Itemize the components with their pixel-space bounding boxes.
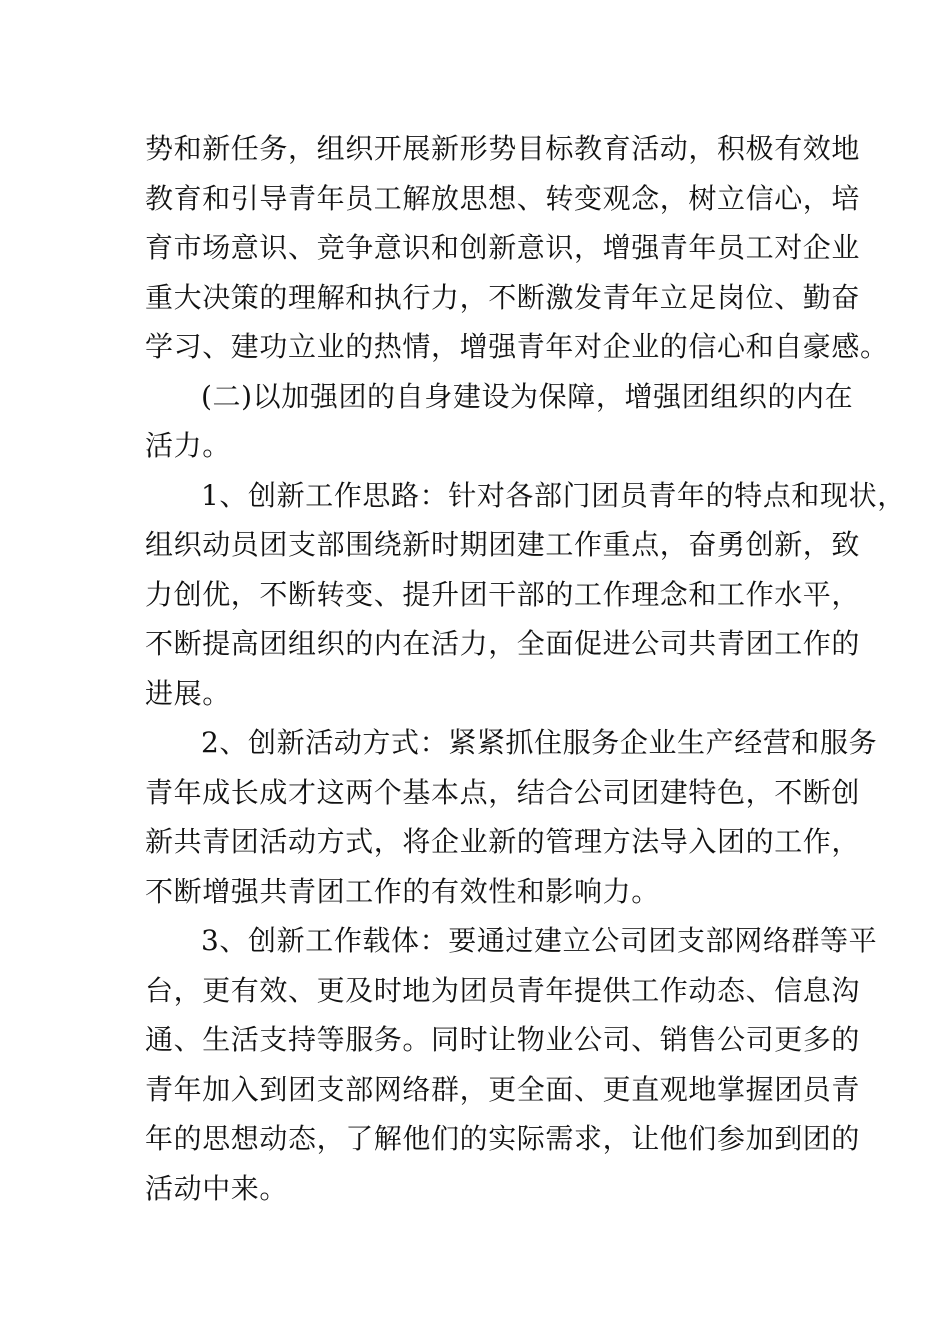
list-item-heading: 2、创新活动方式：紧紧抓住服务企业生产经营和服务	[201, 726, 878, 759]
text-line: 活力。	[145, 429, 231, 462]
list-item-heading: 3、创新工作载体：要通过建立公司团支部网络群等平	[201, 924, 878, 957]
text-line: 势和新任务，组织开展新形势目标教育活动，积极有效地	[145, 132, 861, 165]
text-line: 通、生活支持等服务。同时让物业公司、销售公司更多的	[145, 1023, 861, 1056]
text-line: 新共青团活动方式，将企业新的管理方法导入团的工作，	[145, 825, 861, 858]
text-line: 重大决策的理解和执行力，不断激发青年立足岗位、勤奋	[145, 280, 861, 314]
section-heading: (二)以加强团的自身建设为保障，增强团组织的内在	[201, 379, 854, 413]
text-line: 青年加入到团支部网络群，更全面、更直观地掌握团员青	[145, 1072, 861, 1106]
text-line: 青年成长成才这两个基本点，结合公司团建特色，不断创	[145, 775, 861, 809]
text-line: 组织动员团支部围绕新时期团建工作重点，奋勇创新，致	[145, 528, 861, 561]
text-line: 教育和引导青年员工解放思想、转变观念，树立信心，培	[145, 181, 861, 215]
text-line: 进展。	[145, 676, 231, 710]
text-line: 活动中来。	[145, 1171, 289, 1205]
text-line: 力创优，不断转变、提升团干部的工作理念和工作水平，	[145, 577, 861, 611]
text-line: 学习、建功立业的热情，增强青年对企业的信心和自豪感。	[145, 330, 889, 363]
text-line: 育市场意识、竞争意识和创新意识，增强青年员工对企业	[145, 231, 861, 264]
text-line: 不断增强共青团工作的有效性和影响力。	[145, 874, 660, 908]
text-line: 台，更有效、更及时地为团员青年提供工作动态、信息沟	[145, 973, 861, 1007]
text-line: 不断提高团组织的内在活力，全面促进公司共青团工作的	[145, 627, 861, 660]
text-line: 年的思想动态，了解他们的实际需求，让他们参加到团的	[145, 1122, 861, 1155]
list-item-heading: 1、创新工作思路：针对各部门团员青年的特点和现状，	[201, 478, 906, 512]
body-text	[145, 124, 906, 1213]
